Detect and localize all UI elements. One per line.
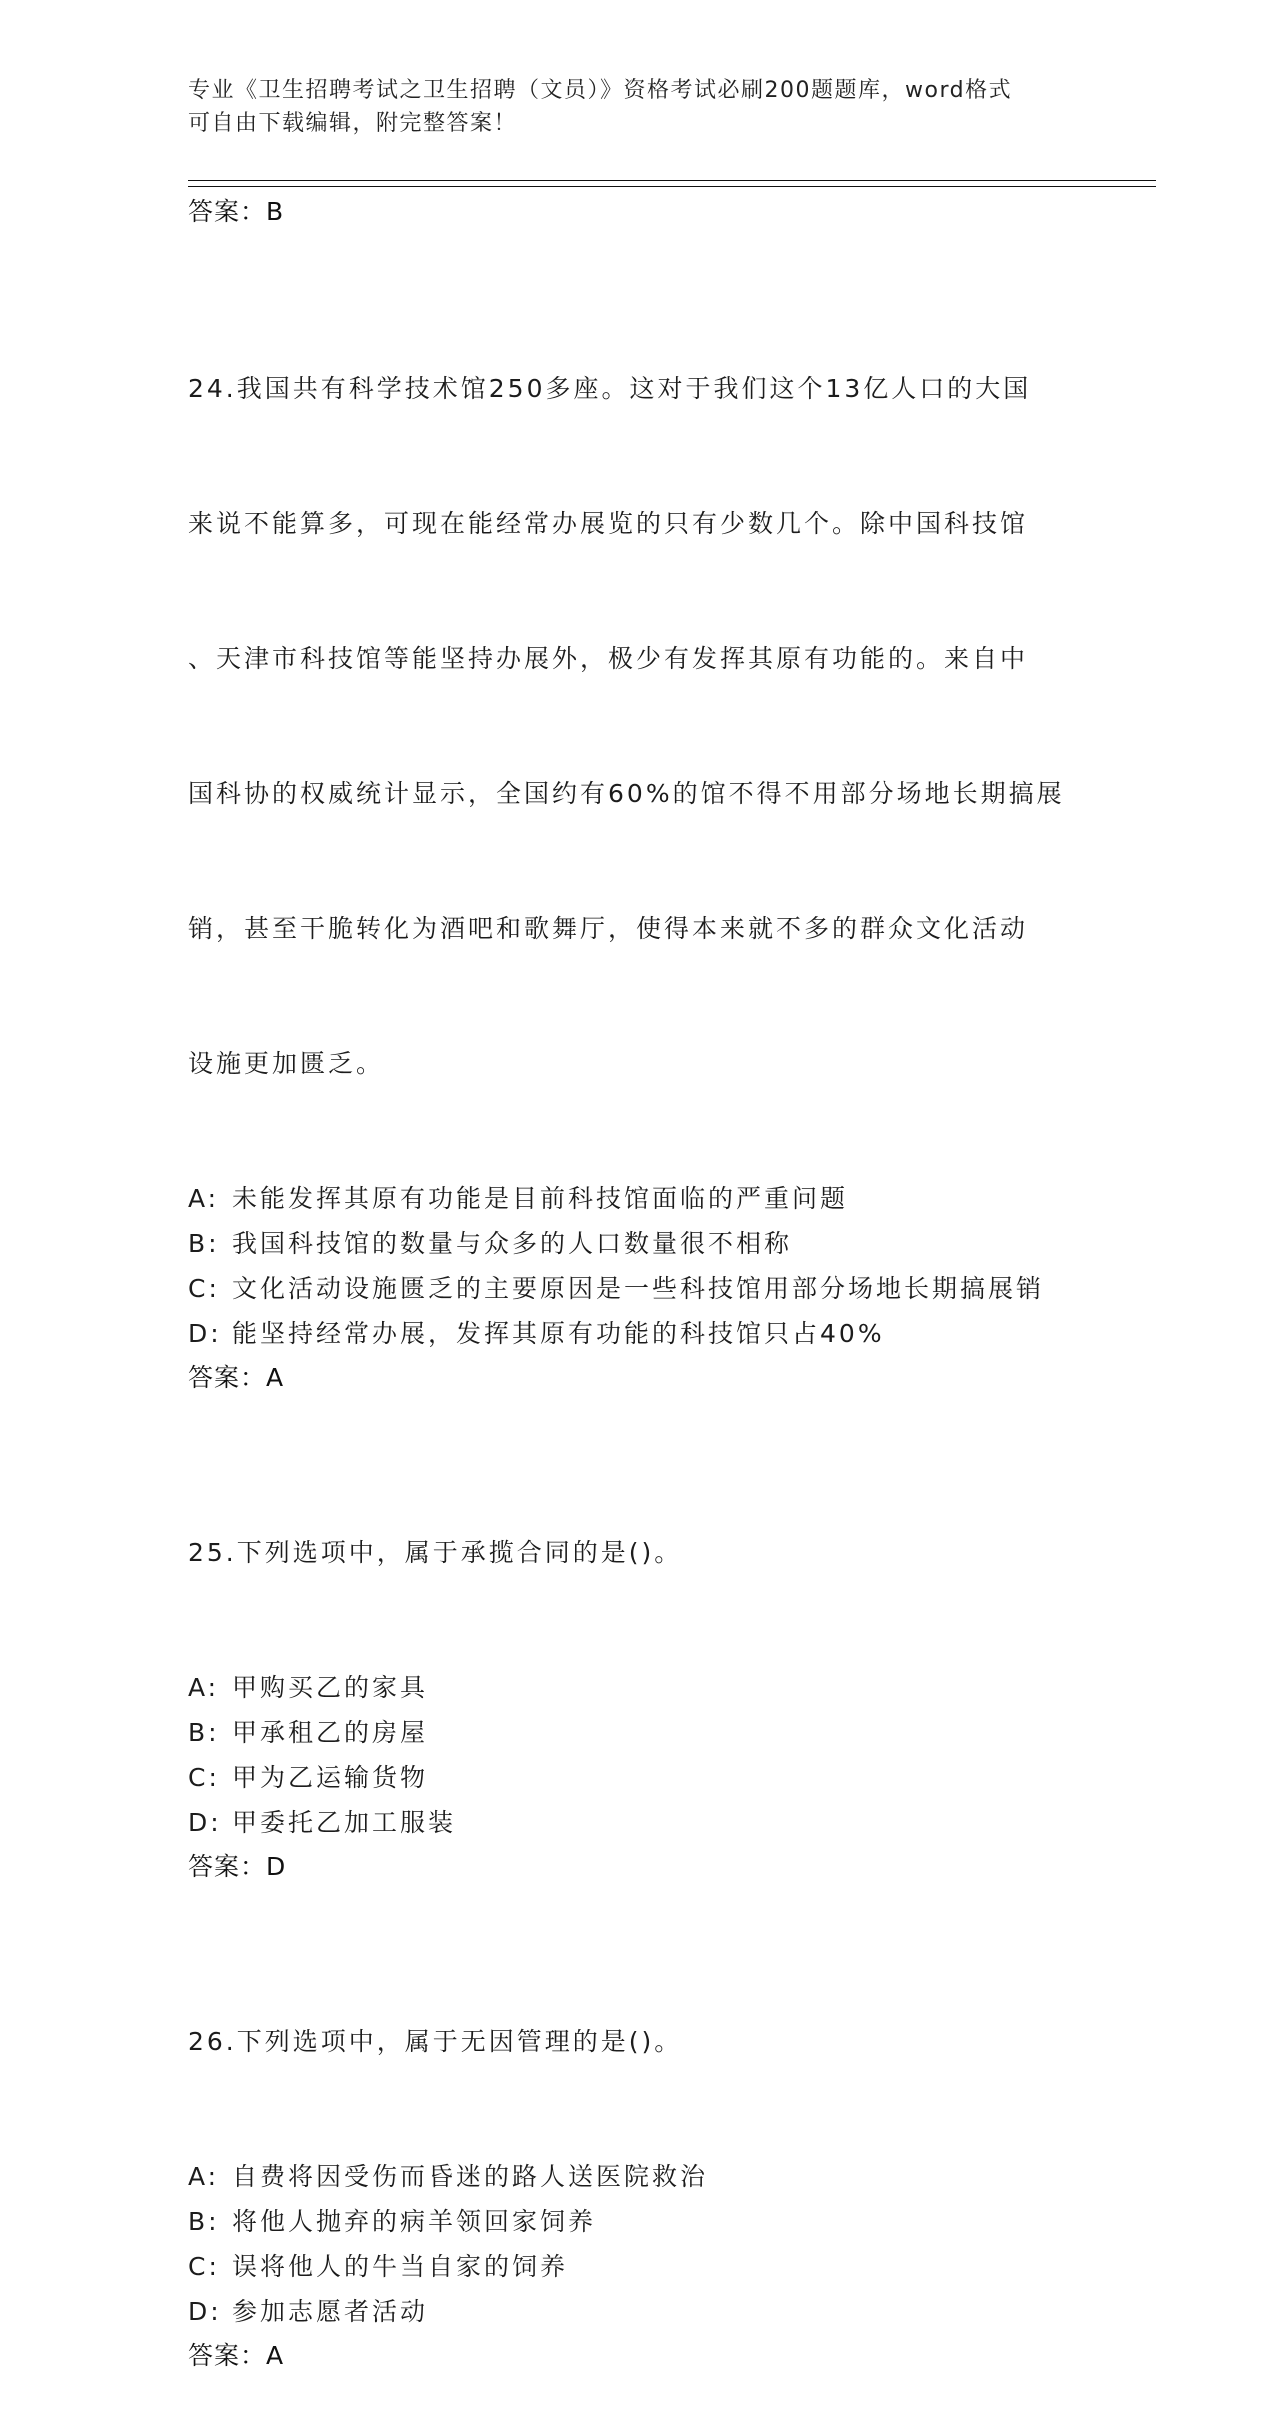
stem-line: 销，甚至干脆转化为酒吧和歌舞厅，使得本来就不多的群众文化活动 <box>188 914 1029 943</box>
stem-line: 26.下列选项中，属于无因管理的是()。 <box>188 2027 683 2056</box>
option-c <box>188 1755 1088 1800</box>
option-text: 我国科技馆的数量与众多的人口数量很不相称 <box>232 1229 793 1258</box>
option-key: B: <box>188 1229 220 1258</box>
option-a <box>188 1176 1088 1221</box>
option-text: 参加志愿者活动 <box>232 2297 429 2326</box>
option-key: C: <box>188 2252 220 2281</box>
question-25 <box>188 1440 1088 1889</box>
option-key: B: <box>188 1718 220 1747</box>
option-a <box>188 2154 1088 2199</box>
page-header <box>188 74 1088 140</box>
answer-q23: 答案：B <box>188 197 285 226</box>
option-text: 自费将因受伤而昏迷的路人送医院救治 <box>232 2162 709 2191</box>
option-b <box>188 1221 1088 1266</box>
answer-q25: 答案：D <box>188 1852 287 1881</box>
option-text: 能坚持经常办展，发挥其原有功能的科技馆只占40% <box>232 1319 885 1348</box>
option-text: 将他人抛弃的病羊领回家饲养 <box>232 2207 597 2236</box>
option-key: D: <box>188 1808 222 1837</box>
stem-line: 来说不能算多，可现在能经常办展览的只有少数几个。除中国科技馆 <box>188 509 1029 538</box>
question-24 <box>188 276 1088 1400</box>
option-b <box>188 1710 1088 1755</box>
option-key: C: <box>188 1274 220 1303</box>
option-key: A: <box>188 2162 220 2191</box>
option-key: C: <box>188 1763 220 1792</box>
option-text: 甲购买乙的家具 <box>232 1673 429 1702</box>
stem-line: 国科协的权威统计显示，全国约有60%的馆不得不用部分场地长期搞展 <box>188 779 1065 808</box>
header-line-2: 可自由下载编辑，附完整答案！ <box>188 111 518 136</box>
stem-line: 、天津市科技馆等能坚持办展外，极少有发挥其原有功能的。来自中 <box>188 644 1029 673</box>
option-text: 文化活动设施匮乏的主要原因是一些科技馆用部分场地长期搞展销 <box>232 1274 1045 1303</box>
option-d <box>188 1800 1088 1845</box>
document-body <box>188 190 1088 2418</box>
option-text: 甲委托乙加工服装 <box>232 1808 457 1837</box>
question-stem <box>188 276 1088 1176</box>
question-stem <box>188 1929 1088 2154</box>
option-key: D: <box>188 2297 222 2326</box>
answer-q26: 答案：A <box>188 2341 285 2370</box>
stem-line: 设施更加匮乏。 <box>188 1049 385 1078</box>
stem-line: 25.下列选项中，属于承揽合同的是()。 <box>188 1538 683 1567</box>
option-c <box>188 2244 1088 2289</box>
option-d <box>188 1311 1088 1356</box>
option-c <box>188 1266 1088 1311</box>
option-d <box>188 2289 1088 2334</box>
option-text: 甲承租乙的房屋 <box>232 1718 429 1747</box>
header-line-1: 专业《卫生招聘考试之卫生招聘（文员）》资格考试必刷200题题库，word格式 <box>188 78 1013 103</box>
header-double-rule <box>188 180 1156 187</box>
question-26 <box>188 1929 1088 2378</box>
option-a <box>188 1665 1088 1710</box>
option-text: 未能发挥其原有功能是目前科技馆面临的严重问题 <box>232 1184 849 1213</box>
question-stem <box>188 1440 1088 1665</box>
option-key: A: <box>188 1673 220 1702</box>
option-text: 误将他人的牛当自家的饲养 <box>232 2252 569 2281</box>
answer-q24: 答案：A <box>188 1363 285 1392</box>
option-text: 甲为乙运输货物 <box>232 1763 429 1792</box>
option-b <box>188 2199 1088 2244</box>
option-key: A: <box>188 1184 220 1213</box>
stem-line: 24.我国共有科学技术馆250多座。这对于我们这个13亿人口的大国 <box>188 374 1032 403</box>
option-key: B: <box>188 2207 220 2236</box>
option-key: D: <box>188 1319 222 1348</box>
